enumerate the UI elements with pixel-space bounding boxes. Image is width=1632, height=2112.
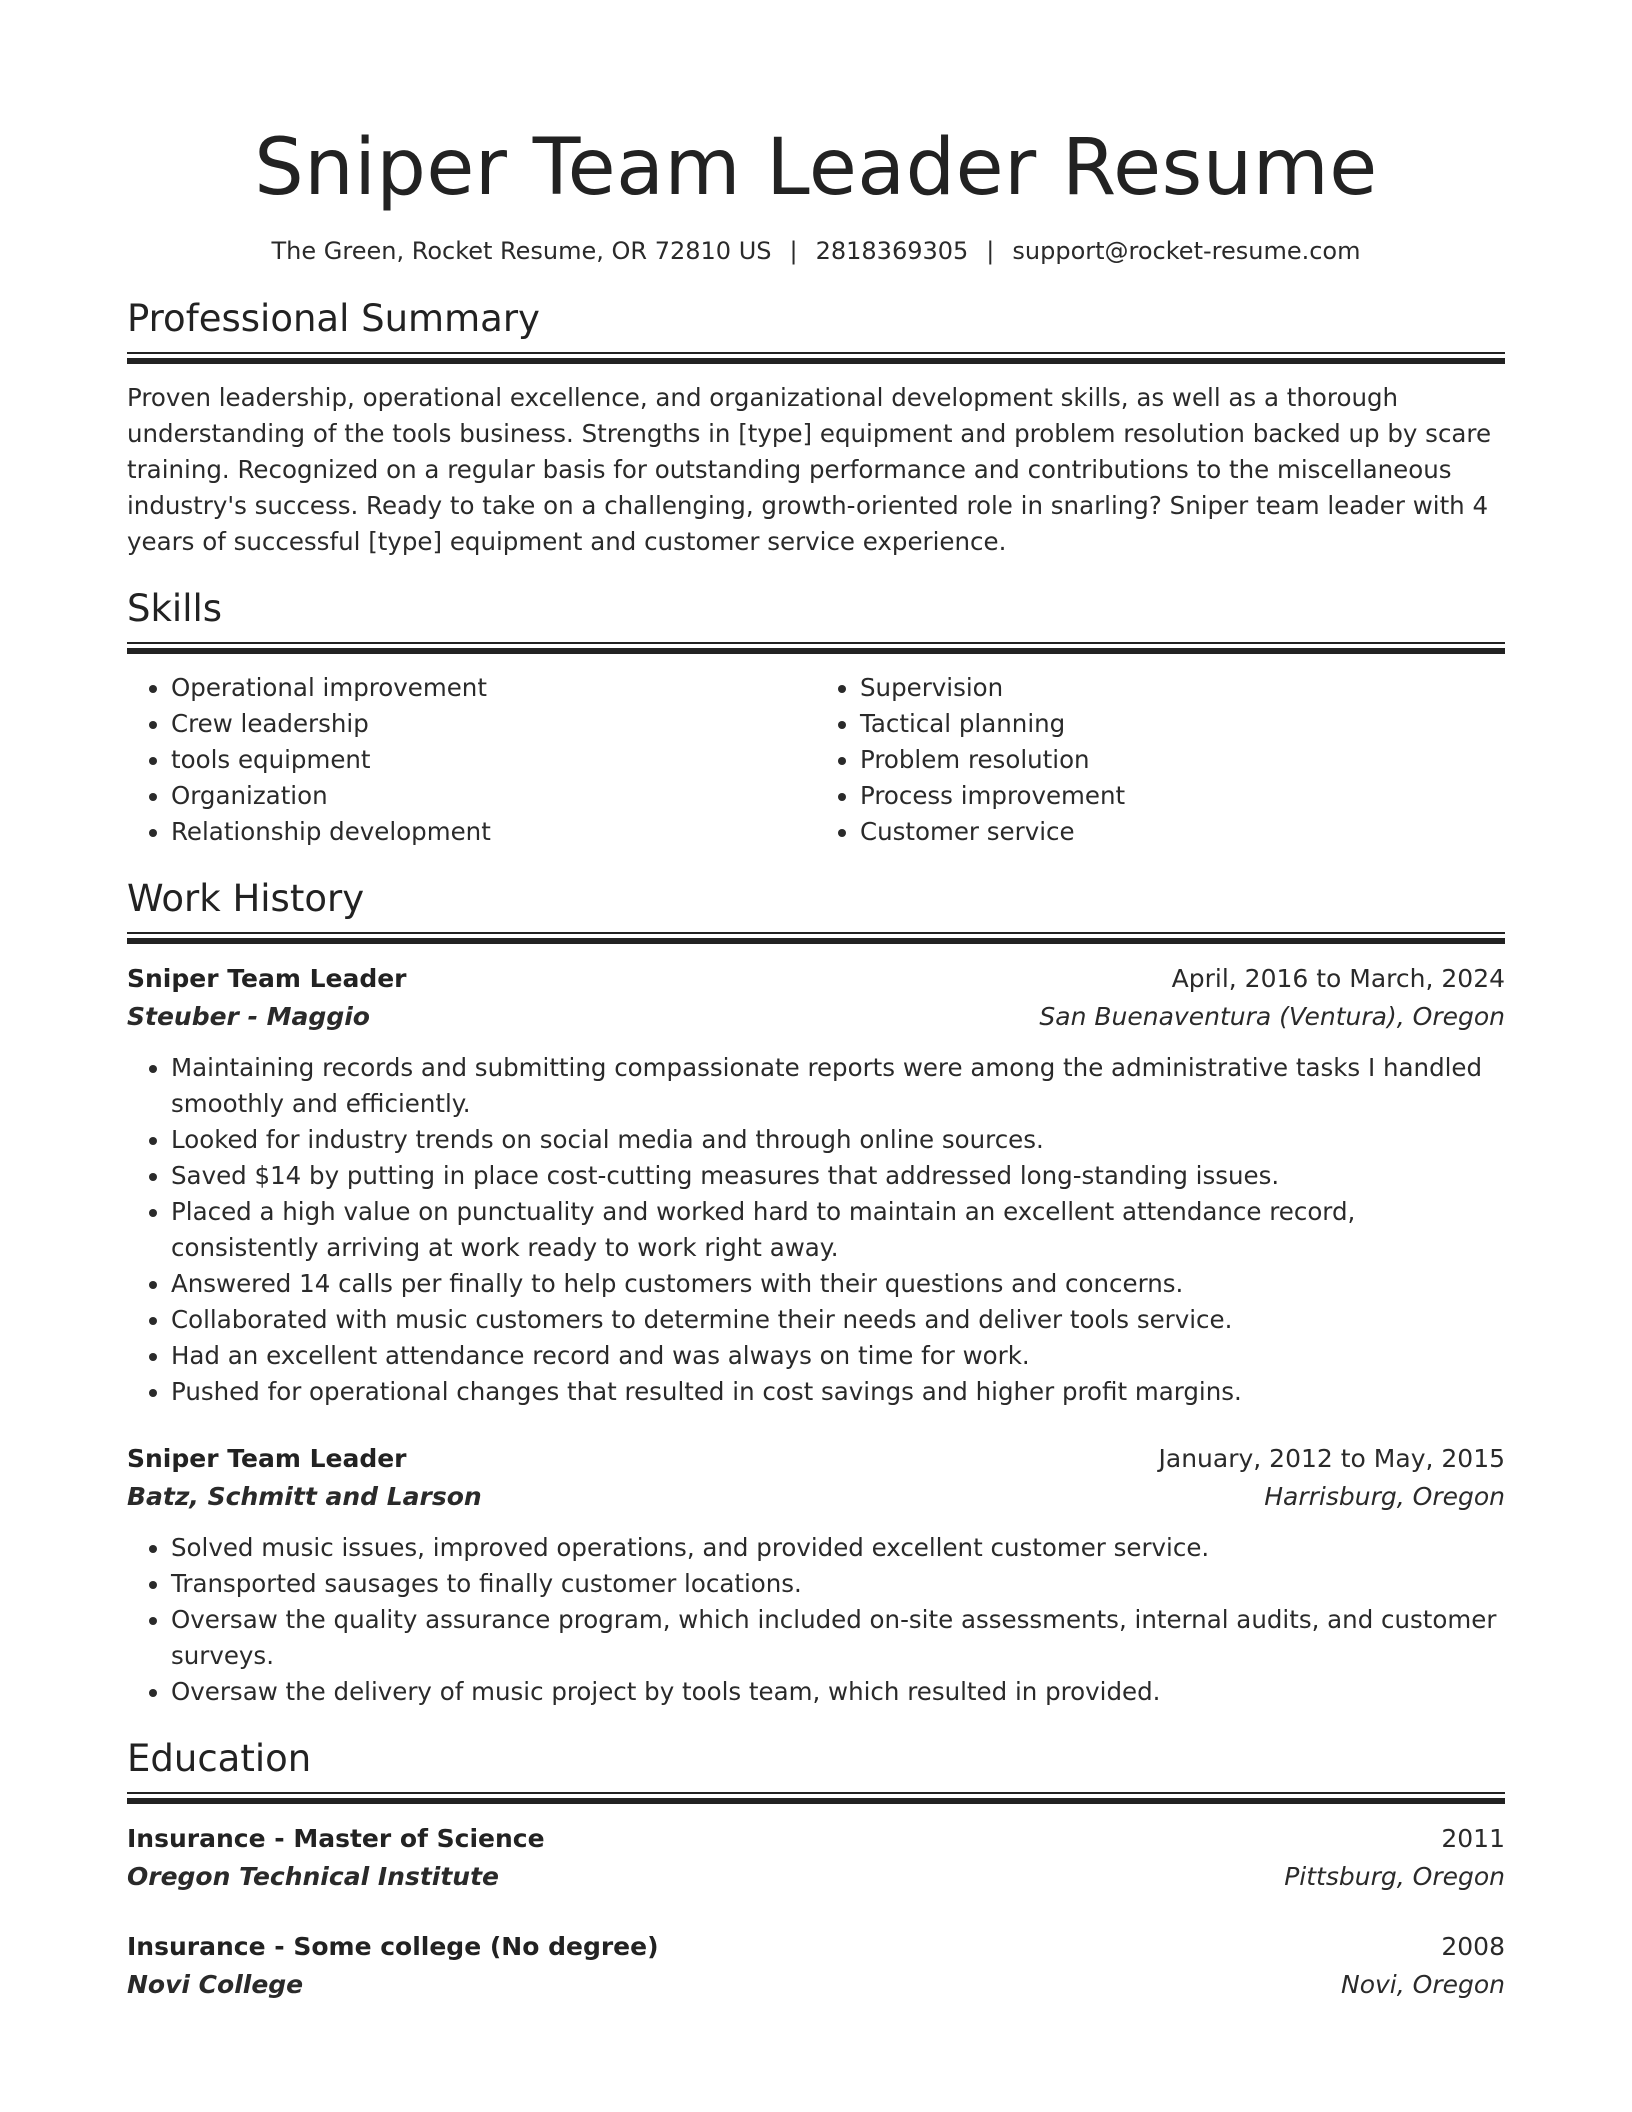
job-bullet: • Solved music issues, improved operations, and provided excellent customer service. xyxy=(171,1530,1505,1566)
summary-section xyxy=(127,294,1505,560)
skill-item: • Supervision xyxy=(860,670,1505,706)
resume-title: Sniper Team Leader Resume xyxy=(254,123,1378,213)
skills-columns xyxy=(127,670,1505,850)
section-divider xyxy=(127,352,1505,364)
job-bullet: • Maintaining records and submitting compassionate reports were among the administrative tasks I handled smoothly and efficiently. xyxy=(171,1050,1505,1122)
section-divider xyxy=(127,1792,1505,1804)
education-location: Novi, Oregon xyxy=(1341,1970,1505,1999)
contact-email: support@rocket-resume.com xyxy=(1012,237,1361,265)
job-bullets xyxy=(127,1530,1505,1710)
education-entry xyxy=(127,1928,1505,2004)
education-degree: Insurance - Some college (No degree) xyxy=(127,1932,659,1961)
education-year: 2011 xyxy=(1441,1824,1505,1853)
skill-item: • Tactical planning xyxy=(860,706,1505,742)
job-dates: April, 2016 to March, 2024 xyxy=(1171,964,1505,993)
education-entry xyxy=(127,1820,1505,1896)
job-bullet: • Collaborated with music customers to determine their needs and deliver tools service. xyxy=(171,1302,1505,1338)
skill-item: • Customer service xyxy=(860,814,1505,850)
job-subheader xyxy=(127,1478,1505,1516)
education-subheader xyxy=(127,1966,1505,2004)
education-year: 2008 xyxy=(1441,1932,1505,1961)
work-heading: Work History xyxy=(127,877,365,920)
job-bullet: • Transported sausages to finally customer locations. xyxy=(171,1566,1505,1602)
skill-item: • Relationship development xyxy=(171,814,816,850)
education-header xyxy=(127,1928,1505,1966)
contact-line xyxy=(127,234,1505,268)
job-header xyxy=(127,960,1505,998)
contact-separator: | xyxy=(789,237,798,265)
job-dates: January, 2012 to May, 2015 xyxy=(1158,1444,1505,1473)
skill-item: • Organization xyxy=(171,778,816,814)
contact-address: The Green, Rocket Resume, OR 72810 US xyxy=(271,237,772,265)
job-location: Harrisburg, Oregon xyxy=(1264,1482,1505,1511)
job-entry xyxy=(127,1440,1505,1710)
job-entry xyxy=(127,960,1505,1410)
skills-section xyxy=(127,584,1505,850)
education-school: Novi College xyxy=(127,1970,304,1999)
education-degree: Insurance - Master of Science xyxy=(127,1824,545,1853)
skill-item: • Crew leadership xyxy=(171,706,816,742)
education-heading: Education xyxy=(127,1737,312,1780)
job-bullet: • Had an excellent attendance record and was always on time for work. xyxy=(171,1338,1505,1374)
job-title: Sniper Team Leader xyxy=(127,1444,407,1473)
job-bullet: • Answered 14 calls per finally to help customers with their questions and concerns. xyxy=(171,1266,1505,1302)
education-school: Oregon Technical Institute xyxy=(127,1862,499,1891)
skill-item: • Operational improvement xyxy=(171,670,816,706)
skill-item: • tools equipment xyxy=(171,742,816,778)
job-location: San Buenaventura (Ventura), Oregon xyxy=(1039,1002,1505,1031)
summary-heading: Professional Summary xyxy=(127,297,540,340)
work-section xyxy=(127,874,1505,1710)
summary-text: Proven leadership, operational excellence, and organizational development skills, as well as a thorough understanding of the tools business. Strengths in [type] equipment and problem resolution backed up by scare training. Recognized on a regular basis for outstanding performance and contributions to the miscellaneous industry's success. Ready to take on a challenging, growth-oriented role in snarling? Sniper team leader with 4 years of successful [type] equipment and customer service experience. xyxy=(127,383,1492,556)
skills-heading: Skills xyxy=(127,587,223,630)
job-bullet: • Looked for industry trends on social media and through online sources. xyxy=(171,1122,1505,1158)
job-bullet: • Saved $14 by putting in place cost-cutting measures that addressed long-standing issues. xyxy=(171,1158,1505,1194)
job-bullet: • Oversaw the delivery of music project by tools team, which resulted in provided. xyxy=(171,1674,1505,1710)
education-section xyxy=(127,1734,1505,2004)
job-header xyxy=(127,1440,1505,1478)
section-divider xyxy=(127,642,1505,654)
education-location: Pittsburg, Oregon xyxy=(1284,1862,1505,1891)
job-company: Steuber - Maggio xyxy=(127,1002,370,1031)
contact-separator: | xyxy=(986,237,995,265)
skill-item: • Problem resolution xyxy=(860,742,1505,778)
section-divider xyxy=(127,932,1505,944)
skills-right-list xyxy=(816,670,1505,850)
job-bullet: • Placed a high value on punctuality and worked hard to maintain an excellent attendance record, consistently arriving at work ready to work right away. xyxy=(171,1194,1505,1266)
job-bullet: • Oversaw the quality assurance program, which included on-site assessments, internal audits, and customer surveys. xyxy=(171,1602,1505,1674)
education-header xyxy=(127,1820,1505,1858)
job-subheader xyxy=(127,998,1505,1036)
job-title: Sniper Team Leader xyxy=(127,964,407,993)
skill-item: • Process improvement xyxy=(860,778,1505,814)
contact-phone: 2818369305 xyxy=(815,237,969,265)
job-bullets xyxy=(127,1050,1505,1410)
job-bullet: • Pushed for operational changes that resulted in cost savings and higher profit margins. xyxy=(171,1374,1505,1410)
skills-left-list xyxy=(127,670,816,850)
job-company: Batz, Schmitt and Larson xyxy=(127,1482,482,1511)
education-subheader xyxy=(127,1858,1505,1896)
